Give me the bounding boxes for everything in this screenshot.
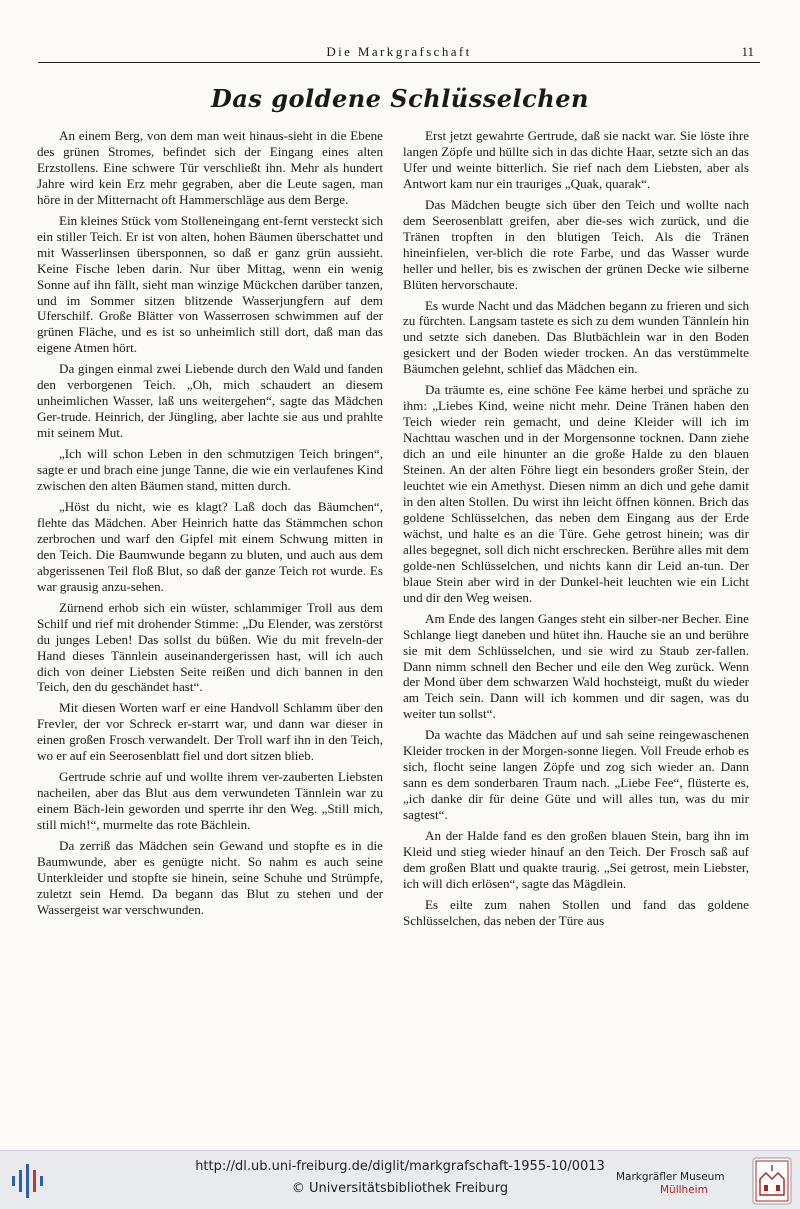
university-library-logo-icon — [10, 1162, 44, 1198]
paragraph: Es eilte zum nahen Stollen und fand das goldene Schlüsselchen, das neben der Türe aus — [403, 896, 749, 928]
running-header — [38, 44, 760, 63]
paragraph: An einem Berg, von dem man weit hinaus-sieht in die Ebene des grünen Stromes, befindet sich der Eingang eines alten Erzstollens. Eine schwere Tür verschließt ihn. Mehr als hundert Jahre wird kein Erz mehr gegraben, aber die Leute sagen, man höre in der Mitternacht oft Hammerschläge aus dem Berge. — [37, 128, 383, 207]
paragraph: Erst jetzt gewahrte Gertrude, daß sie nackt war. Sie löste ihre langen Zöpfe und hüllte sich in das dichte Haar, setzte sich an das Ufer und weinte bitterlich. Sie rief nach dem Liebsten, aber als Antwort kam nur ein trauriges „Quak, quarak“. — [403, 128, 749, 191]
museum-city: Müllheim — [660, 1184, 708, 1196]
page-number: 11 — [741, 44, 754, 59]
running-title: Die Markgrafschaft — [326, 44, 472, 59]
right-text-column — [403, 128, 749, 934]
paragraph: Es wurde Nacht und das Mädchen begann zu frieren und sich zu fürchten. Langsam tastete es sich zu dem wunden Tännlein hin und setzte sich daneben. Das Blutbächlein war in den Boden gesickert und der Boden wieder trocken. An das verstümmelte Bäumchen gelehnt, schlief das Mädchen ein. — [403, 297, 749, 377]
paragraph: Da zerriß das Mädchen sein Gewand und stopfte es in die Baumwunde, aber es genügte nicht. So nahm es auch seine Unterkleider und stopfte sie hinein, seine Schuhe und Strümpfe, zuletzt sein Hemd. Da begann das Blut zu stehen und der Wassergeist war verschwunden. — [37, 838, 383, 917]
paragraph: „Höst du nicht, wie es klagt? Laß doch das Bäumchen“, flehte das Mädchen. Aber Heinrich hatte das Stämmchen schon zerbrochen und warf den Gipfel mit einem Schwung mitten in den Teich. Die Baumwunde begann zu bluten, und auch aus dem abgerissenen Teil floß Blut, so daß der ganze Teich rot wurde. Es war grausig anzu-sehen. — [37, 498, 383, 594]
paragraph: An der Halde fand es den großen blauen Stein, barg ihn im Kleid und stieg wieder hinauf an den Teich. Der Frosch saß auf dem großen Blatt und quakte traurig. „Sei getrost, mein Liebster, ich will dich erlösen“, sagte das Mägdlein. — [403, 828, 749, 891]
paragraph: „Ich will schon Leben in den schmutzigen Teich bringen“, sagte er und brach eine junge Tanne, die wie ein verlaufenes Kind zwischen den alten Bäumen stand, mitten durch. — [37, 446, 383, 494]
copyright-notice: © Universitätsbibliothek Freiburg — [291, 1181, 509, 1196]
source-url-link[interactable]: http://dl.ub.uni-freiburg.de/diglit/markgrafschaft-1955-10/0013 — [195, 1159, 605, 1174]
paragraph: Da träumte es, eine schöne Fee käme herbei und spräche zu ihm: „Liebes Kind, weine nicht mehr. Deine Tränen haben den Teich wieder rein gemacht, und deine Kleider will ich im Nachttau waschen und in der Morgensonne tocknen. Dann ziehe dich an und eile hinunter an die große Halde zu den blauen Steinen. An der alten Föhre liegt ein besonders großer Stein, der leuchtet wie ein Amethyst. Diesen nimm an dich und gehe damit in den alten Stollen. Du wirst ihn leicht öffnen können. Brich das goldene Schlüsselchen, das neben dem Eingang aus der Erde wächst, und halte es an die Türe. Gehe getrost hinein; was dir alles begegnet, soll dich nicht erschrecken. Berühre alles mit dem golde-nen Schlüsselchen, und nichts kann dir Leid an-tun. Der blaue Stein aber wird in der Dunkel-heit leuchten wie ein Licht und dir den Weg weisen. — [403, 382, 749, 605]
paragraph: Ein kleines Stück vom Stolleneingang ent-fernt versteckt sich ein stiller Teich. Er ist von alten, hohen Bäumen überschattet und mit Wasserlinsen übersponnen, so daß er ganz grün aussieht. Keine Fische leben darin. Nur über Mittag, wenn ein wenig Sonne auf ihn fällt, sieht man winzige Mückchen darüber tanzen, und im Sommer sitzen blitzende Wasserjungfern auf dem Uferschilf. Große Blätter von Wasserrosen schwimmen auf der grünen Fläche, und es ist so unheimlich still dort, daß man das eigene Atmen hört. — [37, 212, 383, 356]
paragraph: Am Ende des langen Ganges steht ein silber-ner Becher. Eine Schlange liegt daneben und hütet ihn. Hauche sie an und berühre sie mit dem Schlüsselchen, und sie wird zu Staub zer-fallen. Dann nimm schnell den Becher und eile den Weg zurück. Wenn der Mond über dem schwarzen Wald hochsteigt, mußt du wieder am Teich sein. Dann will ich kommen und dir sagen, was du weiter tun sollst“. — [403, 610, 749, 722]
museum-logo-icon[interactable] — [752, 1157, 792, 1205]
paragraph: Gertrude schrie auf und wollte ihrem ver-zauberten Liebsten nacheilen, aber das Blut aus dem verwundeten Tännlein war zu einem Bäch-lein geworden und sperrte ihr den Weg. „Still mich, still mich!“, murmelte das rote Bächlein. — [37, 769, 383, 833]
paragraph: Das Mädchen beugte sich über den Teich und wollte nach dem Seerosenblatt greifen, aber die-ses wich zurück, und die Tränen tropften in den blutigen Teich. Als die Tränen hineinfielen, ver-blich die rote Farbe, und das Wasser wurde heller und heller, bis es zwischen der grünen Decke wie silberne Blüten hervorschaute. — [403, 196, 749, 292]
museum-name: Markgräfler Museum — [616, 1171, 725, 1183]
viewer-footer — [0, 1150, 800, 1209]
paragraph: Zürnend erhob sich ein wüster, schlammiger Troll aus dem Schilf und rief mit drohender Stimme: „Du Elender, was zerstörst du junges Leben! Das sollst du büßen. Wie du mit freveln-der Hand dieses Tännlein auseinandergerissen hast, will ich auch dich von deiner Liebsten Seite reißen und dich bannen in den Teich, den du geschändet hast“. — [37, 599, 383, 695]
paragraph: Da wachte das Mädchen auf und sah seine reingewaschenen Kleider trocken in der Morgen-sonne liegen. Voll Freude erhob es sich, flocht seine langen Zöpfe und zog sich wieder an. Dann sann es dem sonderbaren Traum nach. „Liebe Fee“, flüsterte es, „ich danke dir für deine Güte und will alles tun, was du mir sagtest“. — [403, 727, 749, 823]
article-title: Das goldene Schlüsselchen — [211, 84, 589, 113]
paragraph: Da gingen einmal zwei Liebende durch den Wald und fanden den verborgenen Teich. „Oh, mich schaudert an diesem unheimlichen Wasser, laß uns weitergehen“, sagte das Mädchen Ger-trude. Heinrich, der Jüngling, aber lachte sie aus und prahlte mit seinem Mut. — [37, 361, 383, 441]
left-text-column — [37, 128, 383, 923]
paragraph: Mit diesen Worten warf er eine Handvoll Schlamm über den Frevler, der vor Schreck er-starrt war, und dann war dieser in einen großen Frosch verwandelt. Der Troll warf ihn in den Teich, wo er auf ein Seerosenblatt fiel und dort sitzen blieb. — [37, 700, 383, 764]
